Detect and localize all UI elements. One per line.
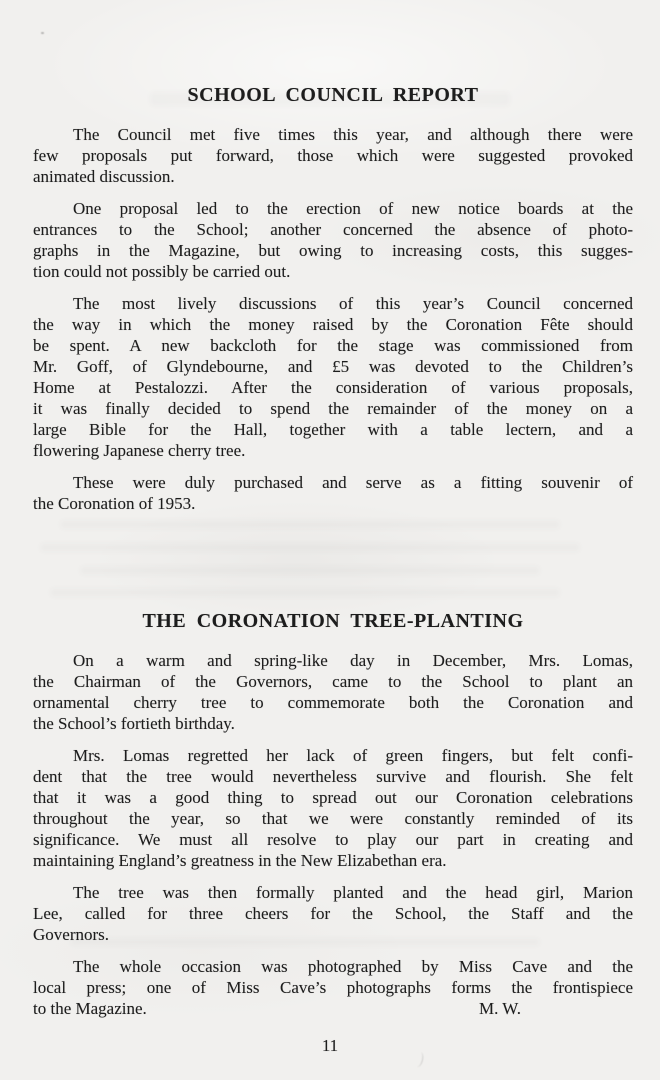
text-line: to the Magazine. bbox=[33, 999, 147, 1018]
paragraph bbox=[33, 956, 633, 1019]
author-initials: M. W. bbox=[478, 999, 521, 1018]
text-line: Mrs. Lomas regretted her lack of green fingers, but felt confi- bbox=[73, 746, 633, 765]
text-line: that it was a good thing to spread out our Coronation celebrations bbox=[33, 788, 633, 807]
text-line: significance. We must all resolve to play our part in creating and bbox=[33, 830, 633, 849]
text-line: The whole occasion was photographed by Miss Cave and the bbox=[73, 957, 633, 976]
text-line: The tree was then formally planted and the head girl, Marion bbox=[73, 883, 633, 902]
paragraph bbox=[33, 124, 633, 187]
text-line: throughout the year, so that we were constantly reminded of its bbox=[33, 809, 633, 828]
text-line: ornamental cherry tree to commemorate both the Coronation and bbox=[33, 693, 633, 712]
text-line: large Bible for the Hall, together with a table lectern, and a bbox=[33, 420, 633, 439]
paragraph bbox=[33, 293, 633, 461]
text-line: entrances to the School; another concerned the absence of photo- bbox=[33, 220, 633, 239]
page-number: 11 bbox=[321, 1036, 339, 1055]
text-line: animated discussion. bbox=[33, 167, 175, 186]
section-heading: THE CORONATION TREE-PLANTING bbox=[142, 610, 524, 632]
text-line bbox=[33, 998, 633, 1019]
section-the-coronation-tree-planting bbox=[33, 610, 633, 1019]
text-line: tion could not possibly be carried out. bbox=[33, 262, 291, 281]
text-line: One proposal led to the erection of new notice boards at the bbox=[73, 199, 633, 218]
text-line: the Coronation of 1953. bbox=[33, 494, 196, 513]
text-line: the School’s fortieth birthday. bbox=[33, 714, 235, 733]
text-line: dent that the tree would nevertheless survive and flourish. She felt bbox=[33, 767, 633, 786]
paragraph bbox=[33, 198, 633, 282]
text-line: local press; one of Miss Cave’s photographs forms the frontispiece bbox=[33, 978, 633, 997]
text-line: graphs in the Magazine, but owing to increasing costs, this sugges- bbox=[33, 241, 633, 260]
text-line: The most lively discussions of this year’s Council concerned bbox=[73, 294, 633, 313]
text-line: Lee, called for three cheers for the School, the Staff and the bbox=[33, 904, 633, 923]
paragraph bbox=[33, 745, 633, 871]
text-line: be spent. A new backcloth for the stage was commissioned from bbox=[33, 336, 633, 355]
text-line: it was finally decided to spend the remainder of the money on a bbox=[33, 399, 633, 418]
paragraph bbox=[33, 650, 633, 734]
text-line: flowering Japanese cherry tree. bbox=[33, 441, 246, 460]
text-line: On a warm and spring-like day in December, Mrs. Lomas, bbox=[73, 651, 633, 670]
text-line: The Council met five times this year, and although there were bbox=[73, 125, 633, 144]
text-line: the way in which the money raised by the Coronation Fête should bbox=[33, 315, 633, 334]
text-line: maintaining England’s greatness in the New Elizabethan era. bbox=[33, 851, 447, 870]
paragraph bbox=[33, 472, 633, 514]
text-line: Home at Pestalozzi. After the consideration of various proposals, bbox=[33, 378, 633, 397]
section-school-council-report bbox=[33, 84, 633, 514]
text-line: few proposals put forward, those which were suggested provoked bbox=[33, 146, 633, 165]
section-heading: SCHOOL COUNCIL REPORT bbox=[187, 84, 479, 106]
paragraph bbox=[33, 882, 633, 945]
text-line: the Chairman of the Governors, came to the School to plant an bbox=[33, 672, 633, 691]
text-line: Governors. bbox=[33, 925, 110, 944]
text-line: Mr. Goff, of Glyndebourne, and £5 was devoted to the Children’s bbox=[33, 357, 633, 376]
text-line: These were duly purchased and serve as a fitting souvenir of bbox=[73, 473, 633, 492]
